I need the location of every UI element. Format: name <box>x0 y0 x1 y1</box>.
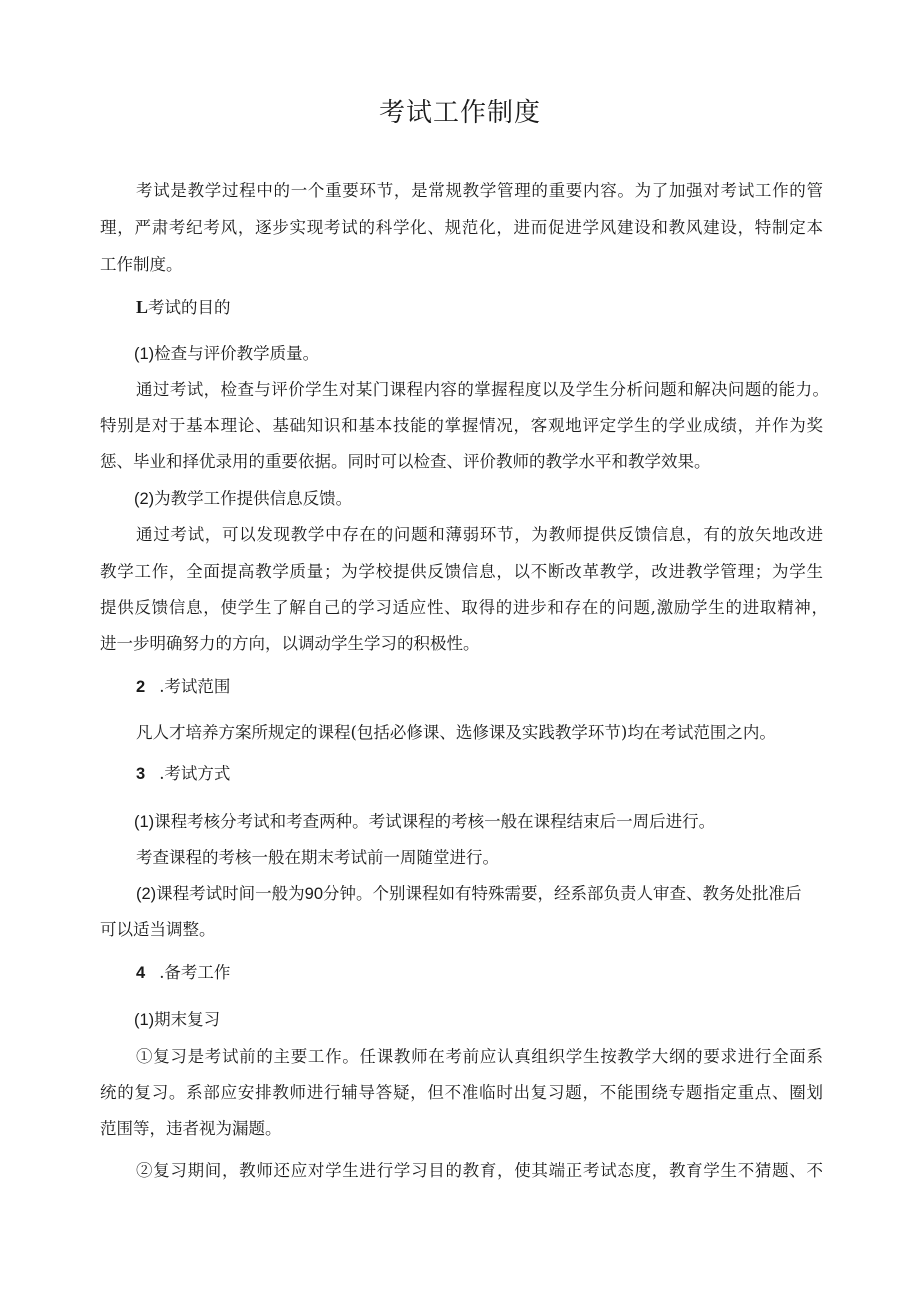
section-1-heading <box>136 296 231 319</box>
item-minutes: 90 <box>304 885 324 903</box>
section-1-item-1-body-3: 惩、毕业和择优录用的重要依据。同时可以检查、评价教师的教学水平和教学效果。 <box>100 452 711 471</box>
item-number: (1) <box>134 345 155 363</box>
section-1-item-2-body-3: 提供反馈信息，使学生了解自己的学习适应性、取得的进步和存在的问题,激励学生的进取精神， <box>100 598 828 617</box>
section-2-heading <box>136 676 230 698</box>
item-title: 期末复习 <box>154 1010 221 1029</box>
section-4-heading <box>136 962 230 984</box>
item-title: 为教学工作提供信息反馈。 <box>154 489 353 508</box>
section-4-title: .备考工作 <box>159 963 231 982</box>
section-3-item-1-cont: 考查课程的考核一般在期末考试前一周随堂进行。 <box>136 848 499 867</box>
item-number: (1) <box>134 1011 155 1029</box>
item-number: (2) <box>134 490 155 508</box>
section-4-point-2-line-1: ②复习期间，教师还应对学生进行学习目的教育，使其端正考试态度，教育学生不猜题、不 <box>136 1161 823 1180</box>
section-1-title: 考试的目的 <box>148 298 231 317</box>
section-1-item-1-body-2: 特别是对于基本理论、基础知识和基本技能的掌握情况，客观地评定学生的学业成绩，并作为奖 <box>100 416 823 435</box>
section-4-point-1-line-2: 统的复习。系部应安排教师进行辅导答疑，但不准临时出复习题，不能围绕专题指定重点、圈划 <box>100 1083 823 1102</box>
item-text: 课程考核分考试和考查两种。考试课程的考核一般在课程结束后一周后进行。 <box>154 812 716 831</box>
section-1-item-1 <box>134 343 319 365</box>
intro-line-3: 工作制度。 <box>100 255 183 274</box>
section-1-item-2-body-2: 教学工作，全面提高教学质量；为学校提供反馈信息，以不断改革教学，改进教学管理；为学生 <box>100 562 823 581</box>
item-text-b: 分钟。个别课程如有特殊需要，经系部负责人审查、教务处批准后 <box>323 884 802 903</box>
item-title: 检查与评价教学质量。 <box>154 344 320 363</box>
section-3-title: .考试方式 <box>159 764 231 783</box>
item-number: (1) <box>134 813 155 831</box>
document-title: 考试工作制度 <box>378 98 541 128</box>
section-1-number: L <box>136 297 149 317</box>
section-3-item-2-cont: 可以适当调整。 <box>100 920 216 939</box>
section-1-item-1-body-1: 通过考试，检查与评价学生对某门课程内容的掌握程度以及学生分析问题和解决问题的能力。 <box>136 380 829 399</box>
section-2-title: .考试范围 <box>159 677 231 696</box>
section-3-item-2 <box>136 883 802 905</box>
section-4-item-1 <box>134 1009 220 1031</box>
section-1-item-2 <box>134 488 352 510</box>
section-4-point-1-line-1: ①复习是考试前的主要工作。任课教师在考前应认真组织学生按教学大纲的要求进行全面系 <box>136 1047 823 1066</box>
section-2-body: 凡人才培养方案所规定的课程(包括必修课、选修课及实践教学环节)均在考试范围之内。 <box>136 723 776 742</box>
section-3-heading <box>136 763 230 785</box>
section-4-number: 4 <box>136 964 146 982</box>
section-4-point-1-line-3: 范围等，违者视为漏题。 <box>100 1119 282 1138</box>
intro-line-1: 考试是教学过程中的一个重要环节，是常规教学管理的重要内容。为了加强对考试工作的管 <box>136 181 823 200</box>
section-3-item-1 <box>134 811 715 833</box>
section-3-number: 3 <box>136 765 146 783</box>
section-1-item-2-body-4: 进一步明确努力的方向，以调动学生学习的积极性。 <box>100 634 480 653</box>
item-text-a: 课程考试时间一般为 <box>156 884 305 903</box>
item-number: (2) <box>136 885 157 903</box>
section-2-number: 2 <box>136 678 146 696</box>
intro-line-2: 理，严肃考纪考风，逐步实现考试的科学化、规范化，进而促进学风建设和教风建设，特制定本 <box>100 218 823 237</box>
section-1-item-2-body-1: 通过考试，可以发现教学中存在的问题和薄弱环节，为教师提供反馈信息，有的放矢地改进 <box>136 525 823 544</box>
